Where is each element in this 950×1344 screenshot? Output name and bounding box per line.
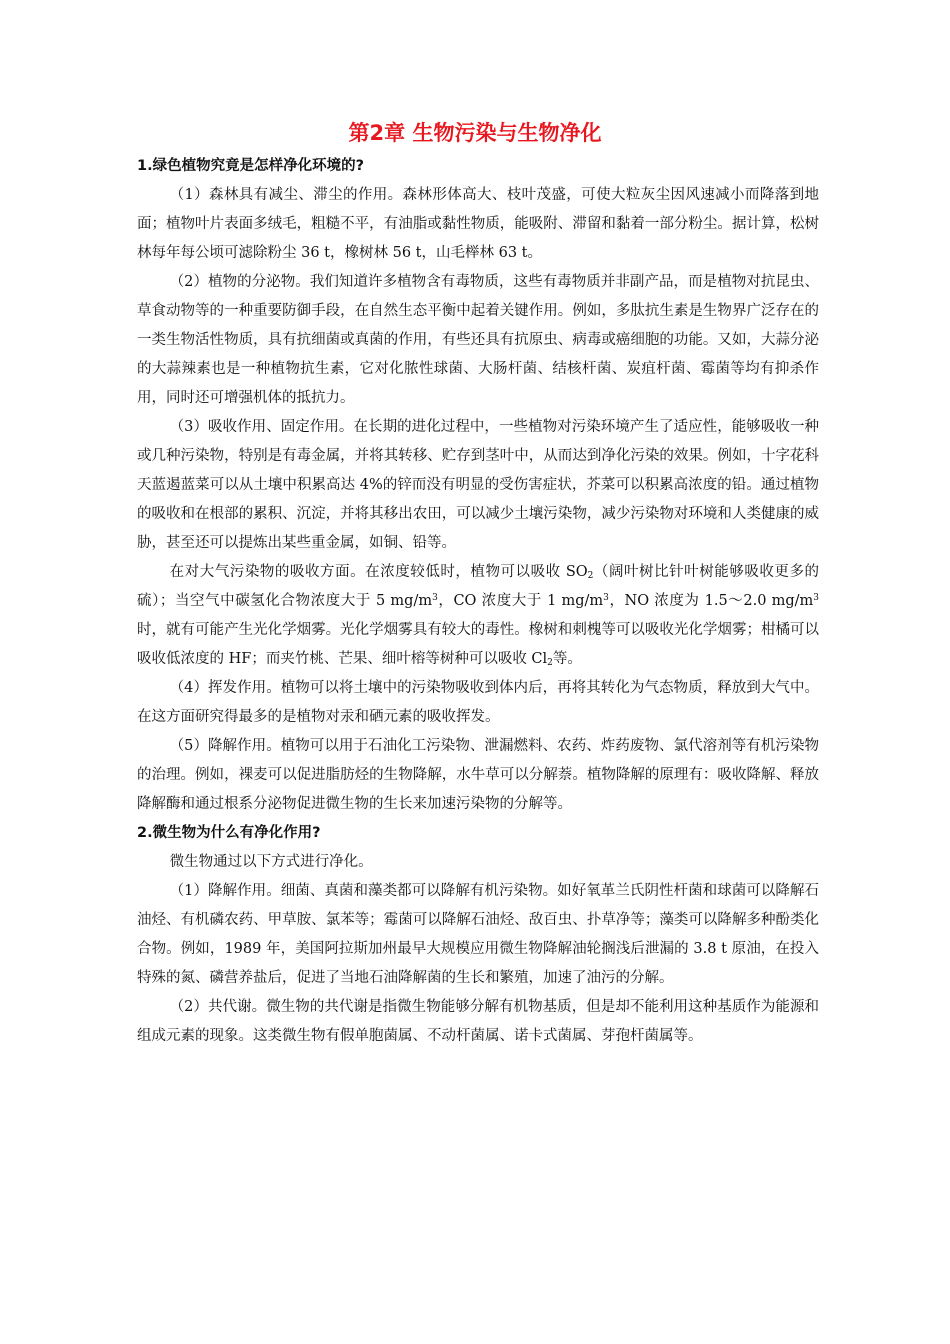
subscript: 2 <box>547 658 553 668</box>
q1-p4-text-d: ，NO 浓度为 1.5～2.0 mg/m <box>608 593 814 609</box>
question-1-heading: 1.绿色植物究竟是怎样净化环境的? <box>137 158 365 174</box>
q1-p4-text-e: 时，就有可能产生光化学烟雾。光化学烟雾具有较大的毒性。橡树和刺槐等可以吸收光化学烟雾；柑橘可以吸收低浓度的 HF；而夹竹桃、芒果、细叶榕等树种可以吸收 Cl <box>137 622 819 667</box>
q2-paragraph-2: （1）降解作用。细菌、真菌和藻类都可以降解有机污染物。如好氧革兰氏阴性杆菌和球菌可以降解石油烃、有机磷农药、甲草胺、氯苯等；霉菌可以降解石油烃、敌百虫、扑草净等；藻类可以降解多种酚类化合物。例如，1989 年，美国阿拉斯加州最早大规模应用微生物降解油轮搁浅后泄漏的 3.8 t 原油，在投入特殊的氮、磷营养盐后，促进了当地石油降解菌的生长和繁殖，加速了油污的分解。 <box>137 883 819 986</box>
q1-paragraph-3: （3）吸收作用、固定作用。在长期的进化过程中，一些植物对污染环境产生了适应性，能够吸收一种或几种污染物，特别是有毒金属，并将其转移、贮存到茎叶中，从而达到净化污染的效果。例如，十字花科天蓝遏蓝菜可以从土壤中积累高达 4%的锌而没有明显的受伤害症状，芥菜可以积累高浓度的铅。通过植物的吸收和在根部的累积、沉淀，并将其移出农田，可以减少土壤污染物，减少污染物对环境和人类健康的威胁，甚至还可以提炼出某些重金属，如铜、铅等。 <box>137 419 819 551</box>
superscript: 3 <box>813 593 819 603</box>
q1-paragraph-4 <box>137 558 819 674</box>
superscript: 3 <box>603 593 609 603</box>
question-2-heading: 2.微生物为什么有净化作用? <box>137 825 321 841</box>
q1-paragraph-1: （1）森林具有减尘、滞尘的作用。森林形体高大、枝叶茂盛，可使大粒灰尘因风速减小而降落到地面；植物叶片表面多绒毛，粗糙不平，有油脂或黏性物质，能吸附、滞留和黏着一部分粉尘。据计算，松树林每年每公顷可滤除粉尘 36 t，橡树林 56 t，山毛榉林 63 t。 <box>137 187 819 261</box>
chapter-title: 第2章 生物污染与生物净化 <box>348 121 602 145</box>
q1-paragraph-2: （2）植物的分泌物。我们知道许多植物含有毒物质，这些有毒物质并非副产品，而是植物对抗昆虫、草食动物等的一种重要防御手段，在自然生态平衡中起着关键作用。例如，多肽抗生素是生物界广泛存在的一类生物活性物质，具有抗细菌或真菌的作用，有些还具有抗原虫、病毒或癌细胞的功能。又如，大蒜分泌的大蒜辣素也是一种植物抗生素，它对化脓性球菌、大肠杆菌、结核杆菌、炭疽杆菌、霉菌等均有抑杀作用，同时还可增强机体的抵抗力。 <box>137 274 819 406</box>
superscript: 3 <box>432 593 438 603</box>
q1-p4-text-b: （阔叶树比针叶树能够吸收更多的硫）；当空气中碳氢化合物浓度大于 5 mg/m <box>137 564 819 609</box>
document-body <box>137 152 819 1051</box>
q1-p4-text-a: 在对大气污染物的吸收方面。在浓度较低时，植物可以吸收 SO <box>169 564 588 580</box>
q2-paragraph-1: 微生物通过以下方式进行净化。 <box>169 854 373 870</box>
q1-paragraph-5: （4）挥发作用。植物可以将土壤中的污染物吸收到体内后，再将其转化为气态物质，释放到大气中。在这方面研究得最多的是植物对汞和硒元素的吸收挥发。 <box>137 680 819 725</box>
q1-p4-text-f: 等。 <box>552 651 582 667</box>
q1-paragraph-6: （5）降解作用。植物可以用于石油化工污染物、泄漏燃料、农药、炸药废物、氯代溶剂等有机污染物的治理。例如，裸麦可以促进脂肪烃的生物降解，水牛草可以分解萘。植物降解的原理有：吸收降解、释放降解酶和通过根系分泌物促进微生物的生长来加速污染物的分解等。 <box>137 738 819 812</box>
q1-p4-text-c: ，CO 浓度大于 1 mg/m <box>437 593 604 609</box>
subscript: 2 <box>587 571 594 581</box>
q2-paragraph-3: （2）共代谢。微生物的共代谢是指微生物能够分解有机物基质，但是却不能利用这种基质作为能源和组成元素的现象。这类微生物有假单胞菌属、不动杆菌属、诺卡式菌属、芽孢杆菌属等。 <box>137 999 819 1044</box>
